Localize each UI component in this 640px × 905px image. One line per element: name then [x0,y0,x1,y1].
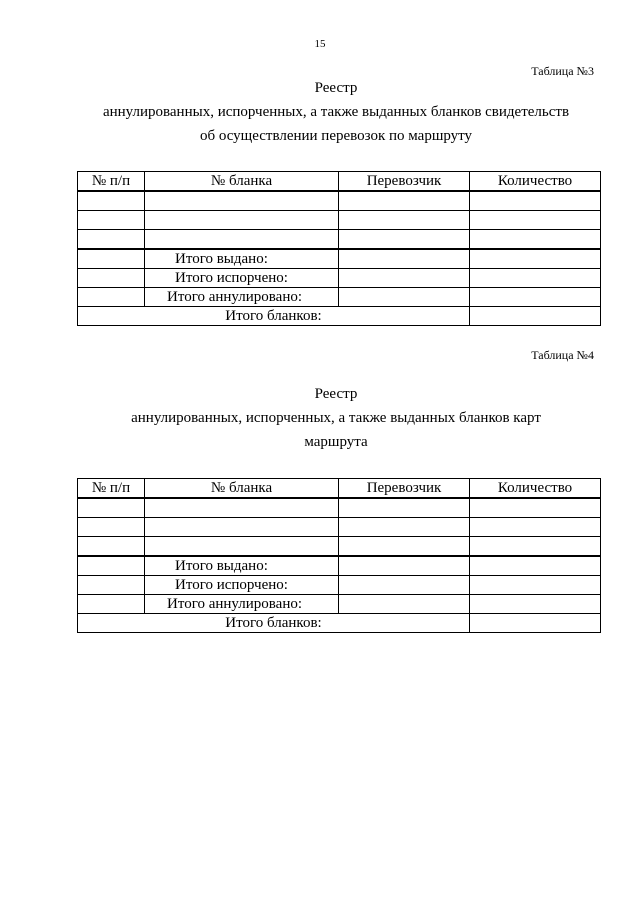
table-cell [470,537,601,557]
header-cell: № п/п [78,479,145,499]
table-cell [470,614,601,633]
grand-total-label: Итого бланков: [78,614,470,633]
table-cell [145,537,339,557]
header-cell: Перевозчик [339,172,470,192]
table-cell [145,211,339,230]
grand-total-row [78,307,601,326]
table-cell [78,191,145,211]
table-cell [339,249,470,269]
registry-table [77,478,601,633]
table-cell [470,211,601,230]
table-cell [470,556,601,576]
total-label: Итого испорчено: [145,576,339,595]
table-cell [339,191,470,211]
table-cell [339,498,470,518]
table-cell [78,537,145,557]
title-line: Реестр [314,386,358,402]
title-line: об осуществлении перевозок по маршруту [199,128,473,144]
table-cell [339,288,470,307]
total-label: Итого испорчено: [145,269,339,288]
total-row [78,269,601,288]
table-row [78,211,601,230]
registry-table [77,171,601,326]
table-row [78,498,601,518]
table-header-row [78,479,601,499]
header-cell: Количество [470,172,601,192]
table-row [78,537,601,557]
table-cell [470,269,601,288]
table-cell [470,576,601,595]
table-cell [78,211,145,230]
table-title [0,382,640,454]
total-label: Итого аннулировано: [145,288,339,307]
table-cell [339,576,470,595]
table-title [0,76,640,148]
table-cell [78,518,145,537]
table-row [78,191,601,211]
table-cell [78,249,145,269]
table-cell [470,307,601,326]
table-header-row [78,172,601,192]
table-cell [339,269,470,288]
total-row [78,576,601,595]
table-cell [78,269,145,288]
table-cell [339,595,470,614]
table-cell [470,288,601,307]
table-cell [145,230,339,250]
total-row [78,556,601,576]
table-row [78,230,601,250]
table-cell [78,498,145,518]
header-cell: Количество [470,479,601,499]
table-cell [470,230,601,250]
total-label: Итого аннулировано: [145,595,339,614]
table-cell [470,595,601,614]
table-row [78,518,601,537]
table-cell [470,518,601,537]
title-line: Реестр [314,80,358,96]
total-label: Итого выдано: [145,249,339,269]
header-cell: Перевозчик [339,479,470,499]
grand-total-label: Итого бланков: [78,307,470,326]
table-label: Таблица №4 [531,348,594,362]
table-cell [145,498,339,518]
page-number: 15 [314,38,326,50]
total-row [78,595,601,614]
table-cell [339,537,470,557]
title-line: маршрута [304,434,368,450]
table-cell [78,288,145,307]
table-cell [78,556,145,576]
header-cell: № п/п [78,172,145,192]
table-cell [78,576,145,595]
total-label: Итого выдано: [145,556,339,576]
table-cell [78,230,145,250]
table-cell [470,191,601,211]
table-cell [339,518,470,537]
header-cell: № бланка [145,479,339,499]
table-label: Таблица №3 [531,64,594,78]
table-cell [339,230,470,250]
table-cell [470,498,601,518]
title-line: аннулированных, испорченных, а также выданных бланков свидетельств [102,104,570,120]
grand-total-row [78,614,601,633]
table-cell [339,556,470,576]
table-cell [339,211,470,230]
table-cell [78,595,145,614]
table-cell [470,249,601,269]
total-row [78,288,601,307]
title-line: аннулированных, испорченных, а также выданных бланков карт [131,410,541,426]
header-cell: № бланка [145,172,339,192]
table-cell [145,518,339,537]
total-row [78,249,601,269]
table-cell [145,191,339,211]
